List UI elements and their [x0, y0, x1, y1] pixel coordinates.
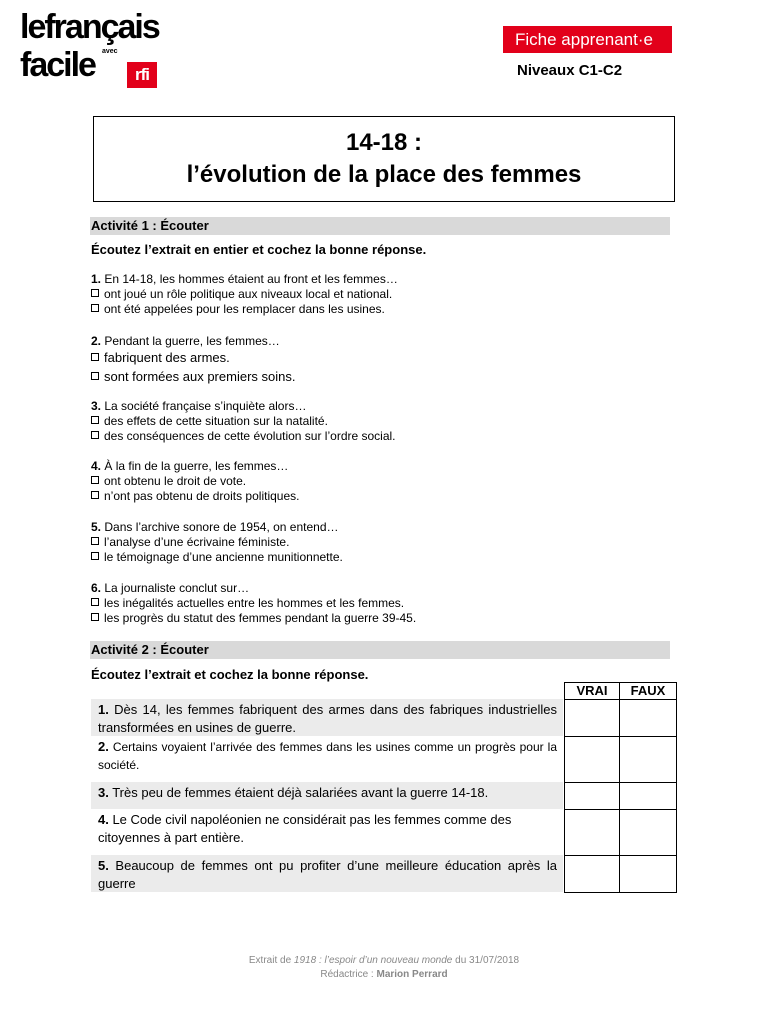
answer-cell-vrai[interactable]	[564, 809, 620, 856]
answer-option[interactable]: ont obtenu le droit de vote.	[91, 474, 661, 489]
answer-option[interactable]: l’analyse d’une écrivaine féministe.	[91, 535, 661, 550]
checkbox-icon[interactable]	[91, 289, 99, 297]
footer	[0, 954, 768, 982]
answer-option[interactable]: les inégalités actuelles entre les hommes et les femmes.	[91, 596, 661, 611]
question-number: 6.	[91, 581, 102, 595]
checkbox-icon[interactable]	[91, 476, 99, 484]
answer-cell-vrai[interactable]	[564, 699, 620, 737]
answer-option[interactable]: le témoignage d’une ancienne munitionnette.	[91, 550, 661, 565]
question-6	[91, 581, 661, 626]
question-1	[91, 272, 661, 317]
question-4	[91, 459, 661, 504]
checkbox-icon[interactable]	[91, 372, 99, 380]
answer-option[interactable]: fabriquent des armes.	[91, 350, 661, 366]
table-row: 2. Certains voyaient l’arrivée des femmes dans les usines comme un progrès pour la société.	[98, 739, 557, 772]
title-line-2: l’évolution de la place des femmes	[186, 161, 582, 188]
answer-option[interactable]: des effets de cette situation sur la natalité.	[91, 414, 661, 429]
footer-source-title: 1918 : l’espoir d’un nouveau monde	[293, 955, 453, 966]
activity-1-heading: Activité 1 : Écouter	[90, 217, 670, 235]
question-number: 2.	[91, 334, 102, 348]
answer-cell-faux[interactable]	[619, 736, 677, 783]
logo-word-avec: avec	[102, 48, 118, 55]
question-3	[91, 399, 661, 444]
table-row: 3. Très peu de femmes étaient déjà salariées avant la guerre 14-18.	[91, 782, 563, 809]
question-number: 5.	[91, 520, 102, 534]
checkbox-icon[interactable]	[91, 353, 99, 361]
checkbox-icon[interactable]	[91, 613, 99, 621]
question-text: Pendant la guerre, les femmes…	[101, 334, 280, 348]
question-text: Dans l’archive sonore de 1954, on entend…	[101, 520, 339, 534]
column-header-faux: FAUX	[619, 682, 677, 700]
question-text: La société française s’inquiète alors…	[101, 399, 307, 413]
answer-option[interactable]: ont joué un rôle politique aux niveaux local et national.	[91, 287, 661, 302]
table-row: 4. Le Code civil napoléonien ne considérait pas les femmes comme des citoyennes à part entière.	[98, 812, 512, 845]
footer-author: Rédactrice : Marion Perrard	[320, 969, 448, 980]
checkbox-icon[interactable]	[91, 598, 99, 606]
activity-2-instruction: Écoutez l’extrait et cochez la bonne réponse.	[91, 667, 369, 682]
answer-cell-faux[interactable]	[619, 809, 677, 856]
question-text: La journaliste conclut sur…	[101, 581, 250, 595]
column-header-vrai: VRAI	[564, 682, 620, 700]
level-label: Niveaux C1-C2	[517, 62, 623, 79]
footer-source: Extrait de 1918 : l’espoir d’un nouveau monde du 31/07/2018	[248, 955, 520, 966]
checkbox-icon[interactable]	[91, 304, 99, 312]
checkbox-icon[interactable]	[91, 491, 99, 499]
answer-option[interactable]: ont été appelées pour les remplacer dans les usines.	[91, 302, 661, 317]
checkbox-icon[interactable]	[91, 416, 99, 424]
table-row: 1. Dès 14, les femmes fabriquent des armes dans des fabriques industrielles transformées en usines de guerre.	[91, 699, 563, 736]
checkbox-icon[interactable]	[91, 552, 99, 560]
logo-word-lefrancais: lefrançais	[20, 8, 159, 46]
checkbox-icon[interactable]	[91, 537, 99, 545]
answer-option[interactable]: des conséquences de cette évolution sur l’ordre social.	[91, 429, 661, 444]
table-row: 5. Beaucoup de femmes ont pu profiter d’une meilleure éducation après la guerre	[91, 855, 563, 892]
question-text: En 14-18, les hommes étaient au front et les femmes…	[101, 272, 398, 286]
title-box	[93, 116, 675, 202]
checkbox-icon[interactable]	[91, 431, 99, 439]
activity-1-instruction: Écoutez l’extrait en entier et cochez la bonne réponse.	[91, 242, 427, 257]
answer-cell-vrai[interactable]	[564, 782, 620, 810]
question-number: 3.	[91, 399, 102, 413]
answer-cell-faux[interactable]	[619, 855, 677, 893]
question-number: 4.	[91, 459, 102, 473]
answer-option[interactable]: sont formées aux premiers soins.	[91, 369, 661, 385]
rfi-mark: rfi	[127, 62, 157, 88]
question-5	[91, 520, 661, 565]
question-2	[91, 333, 661, 385]
activity-2-heading: Activité 2 : Écouter	[90, 641, 670, 659]
answer-cell-vrai[interactable]	[564, 855, 620, 893]
question-number: 1.	[91, 272, 102, 286]
answer-option[interactable]: n’ont pas obtenu de droits politiques.	[91, 489, 661, 504]
worksheet-type-badge: Fiche apprenant·e	[503, 26, 672, 53]
answer-cell-vrai[interactable]	[564, 736, 620, 783]
title-line-1: 14-18 :	[345, 129, 423, 156]
answer-cell-faux[interactable]	[619, 782, 677, 810]
question-text: À la fin de la guerre, les femmes…	[101, 459, 289, 473]
rfi-logo	[20, 8, 159, 90]
answer-cell-faux[interactable]	[619, 699, 677, 737]
answer-option[interactable]: les progrès du statut des femmes pendant la guerre 39-45.	[91, 611, 661, 626]
logo-word-facile: facile	[20, 46, 95, 84]
